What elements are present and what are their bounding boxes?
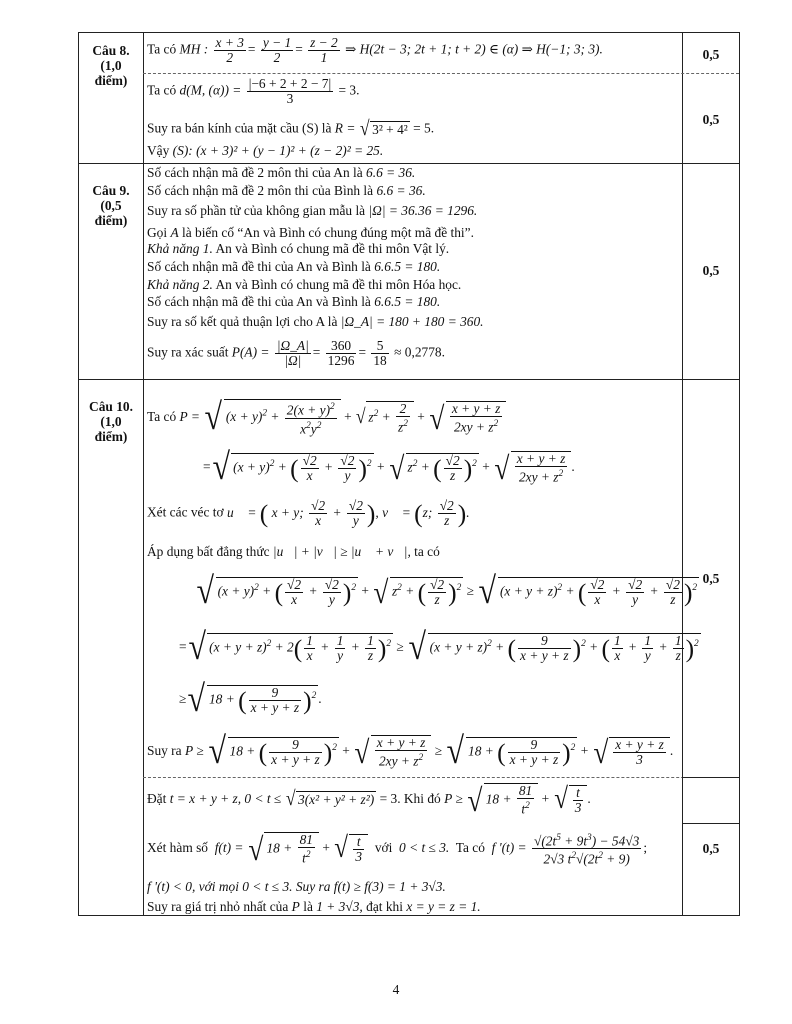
q9-line-1: Số cách nhận mã đề 2 môn thi của An là 6.6 = 36. <box>147 165 416 180</box>
q8-score-1: 0,5 <box>702 47 720 62</box>
question-9-label: Câu 9. (0,5 điểm) <box>92 183 130 228</box>
col-divider <box>682 33 683 915</box>
q9-score: 0,5 <box>702 263 720 278</box>
q10-line-4: Áp dụng bất đẳng thức |u⃗| + |v⃗| ≥ |u⃗ + v⃗|, ta có <box>147 544 440 559</box>
question-8-label: Câu 8. (1,0 điểm) <box>92 43 130 88</box>
q8-line-1: Ta có MH : $\frac{x + 3}{2}$ = $\frac{y - 1}{2}$ = $\frac{z - 2}{1}$ ⇒ H(2t − 3; 2t + 1; t + 2) ∈ (α) ⇒ H(−1; 3; 3). <box>147 35 603 65</box>
sub-divider <box>143 73 739 74</box>
q9-line-8: Số cách nhận mã đề thi của An và Bình là 6.6.5 = 180. <box>147 294 441 309</box>
q9-line-3: Suy ra số phần tử của không gian mẫu là |Ω| = 36.36 = 1296. <box>147 203 478 218</box>
q10-line-1: Ta có P = √ $(x + y)^2$ + $\frac{2(x + y)^2}{x^2y^2}$ + √ $z^2$ + $\frac{2}{z^2}$ + √ $\frac{x + y + z}{2xy + z^2}$ <box>147 399 506 437</box>
col-divider <box>143 33 144 915</box>
q10-line-8: Suy ra P ≥ √ 18 + ( $\frac{9}{x + y + z}$ )$^2$ + √ $\frac{x + y + z}{2xy + z^2}$ ≥ √ 18 + ( $\frac{9}{x + y + z}$ )$^2$ + √ $\frac{x + y + z}{3}$ . <box>147 731 674 772</box>
q10-line-10: Xét hàm số f(t) = √ 18 + $\frac{81}{t^2}$ + √ $\frac{t}{3}$ với 0 < t ≤ 3. Ta có f '(t) = $\frac{√(2t^5 + 9t^3) - 54√3}{2√3 t^2√(2t^2 + 9)}$ ; <box>147 830 648 867</box>
q10-line-12: Suy ra giá trị nhỏ nhất của P là 1 + 3√3, đạt khi x = y = z = 1. <box>147 899 481 914</box>
q9-line-6: Số cách nhận mã đề thi của An và Bình là 6.6.5 = 180. <box>147 259 441 274</box>
q9-line-5: Khả năng 1. An và Bình có chung mã đề thi môn Vật lý. <box>147 241 450 256</box>
q10-line-6: =√ $(x + y + z)^2 + 2$( $\frac{1}{x}$ + $\frac{1}{y}$ + $\frac{1}{z}$ )$^2$ ≥ √ $(x + y + z)^2$ + ( $\frac{9}{x + y + z}$ )$^2$ + ( $\frac{1}{x}$ + $\frac{1}{y}$ + $\frac{1}{z}$ )$^2$ <box>179 627 699 668</box>
q9-line-7: Khả năng 2. An và Bình có chung mã đề thi môn Hóa học. <box>147 277 462 292</box>
q10-line-7: ≥√ 18 + ( $\frac{9}{x + y + z}$ )$^2$ . <box>179 679 322 720</box>
q10-line-5: √ $(x + y)^2$ + ( $\frac{√2}{x}$ + $\frac{√2}{y}$ )$^2$ + √ $z^2$ + ( $\frac{√2}{z}$ )$^2$ ≥ √ $(x + y + z)^2$ + ( $\frac{√2}{x}$ + $\frac{√2}{y}$ + $\frac{√2}{z}$ )$^2$ <box>196 571 698 612</box>
row-divider <box>79 379 739 380</box>
q10-score-1: 0,5 <box>702 571 720 586</box>
answer-table <box>78 32 740 916</box>
q8-line-3: Suy ra bán kính của mặt cầu (S) là R = √ 3² + 4² = 5. <box>147 118 435 140</box>
score-divider <box>682 823 739 824</box>
q9-line-9: Suy ra số kết quả thuận lợi cho A là |Ω_A| = 180 + 180 = 360. <box>147 314 484 329</box>
question-10-label: Câu 10. (1,0 điểm) <box>89 399 133 444</box>
q10-line-2: =√ $(x + y)^2$ + ( $\frac{√2}{x}$ + $\frac{√2}{y}$ )$^2$ + √ $z^2$ + ( $\frac{√2}{z}$ )$^2$ + √ $\frac{x + y + z}{2xy + z^2}$ . <box>203 447 575 488</box>
q9-line-2: Số cách nhận mã đề 2 môn thi của Bình là 6.6 = 36. <box>147 183 426 198</box>
q8-line-2: Ta có d(M, (α)) = $\frac{|-6 + 2 + 2 - 7|}{3}$ = 3. <box>147 76 360 106</box>
q10-score-2: 0,5 <box>702 841 720 856</box>
q8-score-2: 0,5 <box>702 112 720 127</box>
q9-line-10: Suy ra xác suất P(A) = $\frac{|\Omega\_A|}{|\Omega|}$ = $\frac{360}{1296}$ = $\frac{5}{18}$ ≈ 0,2778. <box>147 338 445 368</box>
q10-line-3: Xét các véc tơ u⃗ = ( x + y; $\frac{√2}{x}$ + $\frac{√2}{y}$ ), v⃗ = (z; $\frac{√2}{z}$ ). <box>147 498 470 528</box>
page-number: 4 <box>392 982 400 997</box>
q10-line-9: Đặt t = x + y + z, 0 < t ≤ √ 3(x² + y² + z²) = 3. Khi đó P ≥ √ 18 + $\frac{81}{t^2}$ + √ $\frac{t}{3}$ . <box>147 781 591 818</box>
q8-line-4: Vậy (S): (x + 3)² + (y − 1)² + (z − 2)² = 25. <box>147 143 384 158</box>
score-divider <box>682 777 739 778</box>
row-divider <box>79 163 739 164</box>
q10-line-11: f '(t) < 0, với mọi 0 < t ≤ 3. Suy ra f(t) ≥ f(3) = 1 + 3√3. <box>147 879 446 894</box>
sub-divider <box>143 777 739 778</box>
q9-line-4: Gọi A là biến cố “An và Bình có chung đúng một mã đề thi”. <box>147 225 474 240</box>
